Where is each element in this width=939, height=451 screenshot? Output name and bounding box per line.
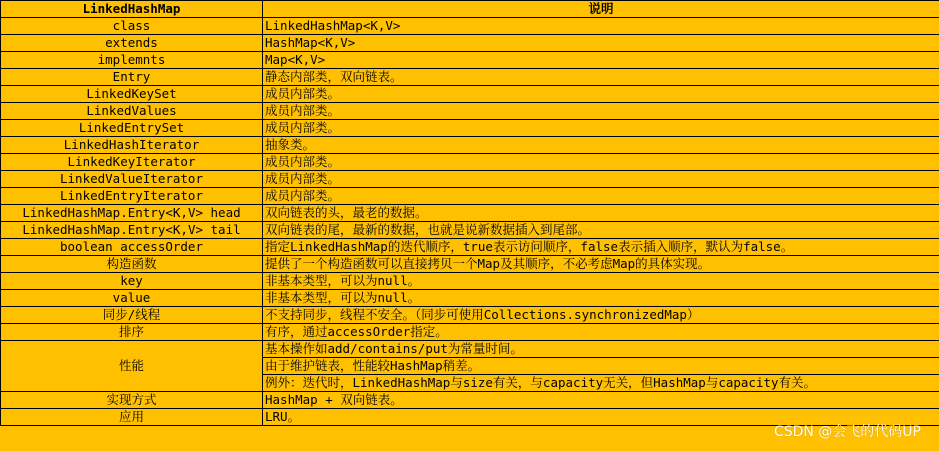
table-body [1,18,939,426]
row-value: 不支持同步，线程不安全。（同步可使用Collections.synchronizedMap） [263,307,939,324]
row-key: implemnts [1,52,263,69]
table-row [1,188,939,205]
header-key: LinkedHashMap [1,1,263,18]
row-key: LinkedHashIterator [1,137,263,154]
row-value: 静态内部类，双向链表。 [263,69,939,86]
row-key: value [1,290,263,307]
table-row [1,103,939,120]
row-value: 提供了一个构造函数可以直接拷贝一个Map及其顺序，不必考虑Map的具体实现。 [263,256,939,273]
row-value: 成员内部类。 [263,171,939,188]
row-key: LinkedEntrySet [1,120,263,137]
table-row [1,35,939,52]
row-value: 成员内部类。 [263,86,939,103]
table-row [1,120,939,137]
table-row [1,154,939,171]
table-row [1,341,939,358]
row-key: LinkedEntryIterator [1,188,263,205]
row-value: Map<K,V> [263,52,939,69]
row-value: 双向链表的头，最老的数据。 [263,205,939,222]
table-row [1,137,939,154]
table-row [1,290,939,307]
table-row [1,86,939,103]
row-key: LinkedHashMap.Entry<K,V> head [1,205,263,222]
row-key: LinkedValues [1,103,263,120]
table-row [1,222,939,239]
row-key: LinkedKeyIterator [1,154,263,171]
table-row [1,256,939,273]
header-value: 说明 [263,1,939,18]
row-value: 由于维护链表，性能较HashMap稍差。 [263,358,939,375]
row-key: 实现方式 [1,392,263,409]
row-key: 应用 [1,409,263,426]
table-row [1,205,939,222]
row-key: boolean accessOrder [1,239,263,256]
row-value: LRU。 [263,409,939,426]
table-row [1,69,939,86]
row-key: LinkedHashMap.Entry<K,V> tail [1,222,263,239]
row-value: 非基本类型，可以为null。 [263,290,939,307]
row-value: HashMap + 双向链表。 [263,392,939,409]
table-row [1,307,939,324]
table-row [1,171,939,188]
row-key: 排序 [1,324,263,341]
row-value: 成员内部类。 [263,103,939,120]
table-row [1,18,939,35]
row-value: 例外：迭代时，LinkedHashMap与size有关，与capacity无关，但HashMap与capacity有关。 [263,375,939,392]
table-row [1,52,939,69]
row-value: HashMap<K,V> [263,35,939,52]
row-value: 非基本类型，可以为null。 [263,273,939,290]
row-key: extends [1,35,263,52]
row-value: 有序，通过accessOrder指定。 [263,324,939,341]
row-key: 同步/线程 [1,307,263,324]
table-row [1,239,939,256]
row-value: 指定LinkedHashMap的迭代顺序，true表示访问顺序，false表示插入顺序，默认为false。 [263,239,939,256]
watermark: CSDN @会飞的代码UP [773,424,921,440]
row-value: 成员内部类。 [263,154,939,171]
table-row [1,273,939,290]
row-value: 基本操作如add/contains/put为常量时间。 [263,341,939,358]
row-key: key [1,273,263,290]
header-row [1,1,939,18]
row-value: 抽象类。 [263,137,939,154]
row-key: class [1,18,263,35]
row-key: 构造函数 [1,256,263,273]
row-key: LinkedValueIterator [1,171,263,188]
row-key: LinkedKeySet [1,86,263,103]
table-row [1,392,939,409]
table-row [1,324,939,341]
row-value: 成员内部类。 [263,188,939,205]
row-value: LinkedHashMap<K,V> [263,18,939,35]
row-key: Entry [1,69,263,86]
row-key: 性能 [1,341,263,392]
row-value: 双向链表的尾，最新的数据，也就是说新数据插入到尾部。 [263,222,939,239]
row-value: 成员内部类。 [263,120,939,137]
